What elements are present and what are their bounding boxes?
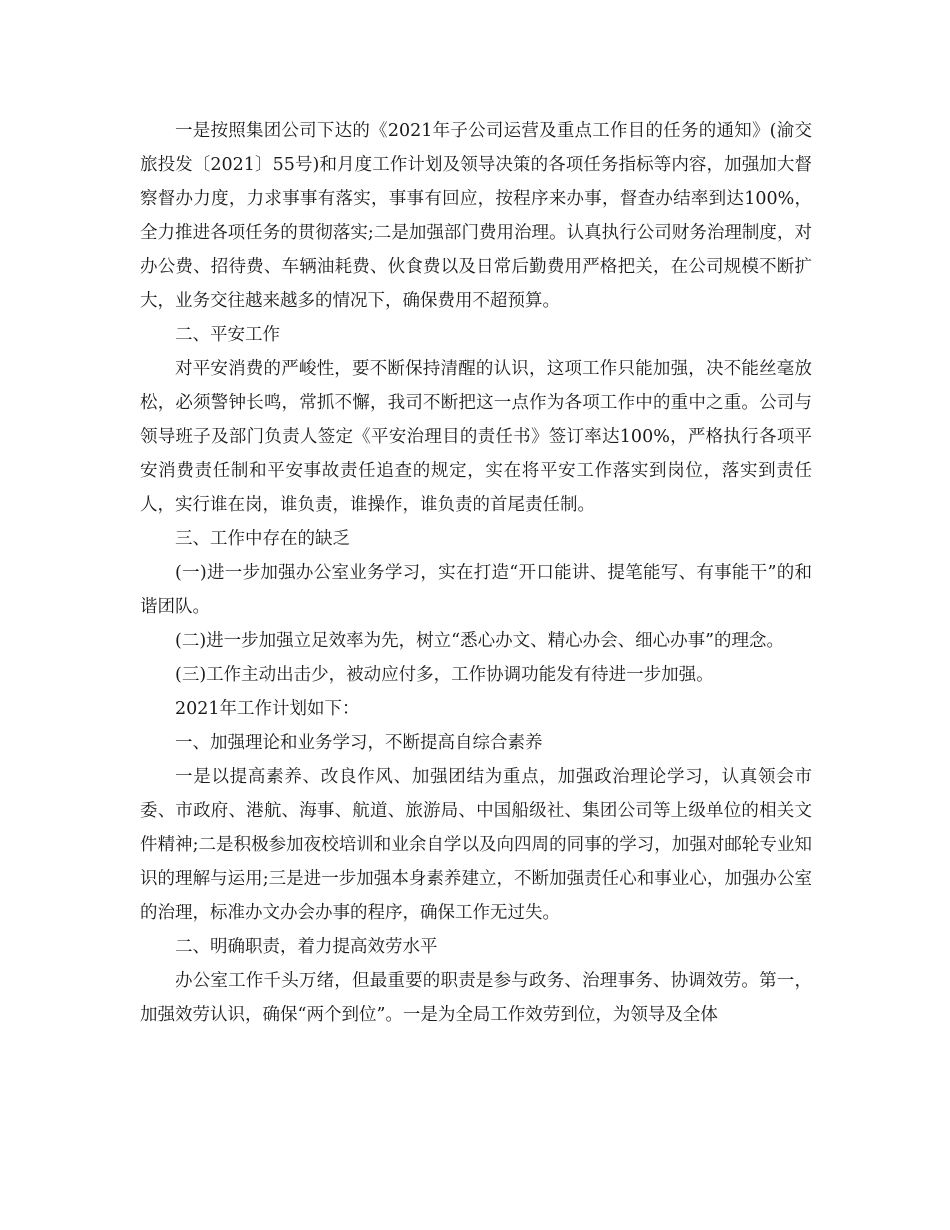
document-body [140, 114, 812, 1032]
paragraph-supervision-and-expenses: 一是按照集团公司下达的《2021年子公司运营及重点工作目的任务的通知》(渝交旅投发〔2021〕55号)和月度工作计划及领导决策的各项任务指标等内容，加强加大督察督办力度，力求事事有落实，事事有回应，按程序来办事，督查办结率到达100%，全力推进各项任务的贯彻落实;二是加强部门费用治理。认真执行公司财务治理制度，对办公费、招待费、车辆油耗费、伙食费以及日常后勤费用严格把关，在公司规模不断扩大，业务交往越来越多的情况下，确保费用不超预算。 [140, 121, 812, 311]
paragraph-study: 一是以提高素养、改良作风、加强团结为重点，加强政治理论学习，认真领会市委、市政府、港航、海事、航道、旅游局、中国船级社、集团公司等上级单位的相关文件精神;二是积极参加夜校培训和业余自学以及向四周的同事的学习，加强对邮轮专业知识的理解与运用;三是进一步加强本身素养建立，不断加强责任心和事业心，加强办公室的治理，标准办文办会办事的程序，确保工作无过失。 [140, 767, 812, 923]
paragraph-shortcoming-1: (一)进一步加强办公室业务学习，实在打造“开口能讲、提笔能写、有事能干”的和谐团队。 [140, 563, 812, 617]
paragraph-safety-work: 对平安消费的严峻性，要不断保持清醒的认识，这项工作只能加强，决不能丝毫放松，必须警钟长鸣，常抓不懈，我司不断把这一点作为各项工作中的重中之重。公司与领导班子及部门负责人签定《平安治理目的责任书》签订率达100%，严格执行各项平安消费责任制和平安事故责任追查的规定，实在将平安工作落实到岗位，落实到责任人，实行谁在岗，谁负责，谁操作，谁负责的首尾责任制。 [140, 359, 812, 515]
section-heading-study: 一、加强理论和业务学习，不断提高自综合素养 [175, 733, 543, 753]
paragraph-shortcoming-2: (二)进一步加强立足效率为先，树立“悉心办文、精心办会、细心办事”的理念。 [175, 631, 785, 651]
paragraph-shortcoming-3: (三)工作主动出击少，被动应付多，工作协调功能发有待进一步加强。 [175, 665, 714, 685]
section-heading-shortcomings: 三、工作中存在的缺乏 [175, 529, 350, 549]
paragraph-responsibilities: 办公室工作千头万绪，但最重要的职责是参与政务、治理事务、协调效劳。第一，加强效劳认识，确保“两个到位”。一是为全局工作效劳到位，为领导及全体 [140, 971, 812, 1025]
section-heading-safety-work: 二、平安工作 [175, 325, 280, 345]
work-plan-intro: 2021年工作计划如下： [175, 699, 360, 719]
section-heading-responsibilities: 二、明确职责，着力提高效劳水平 [175, 937, 438, 957]
